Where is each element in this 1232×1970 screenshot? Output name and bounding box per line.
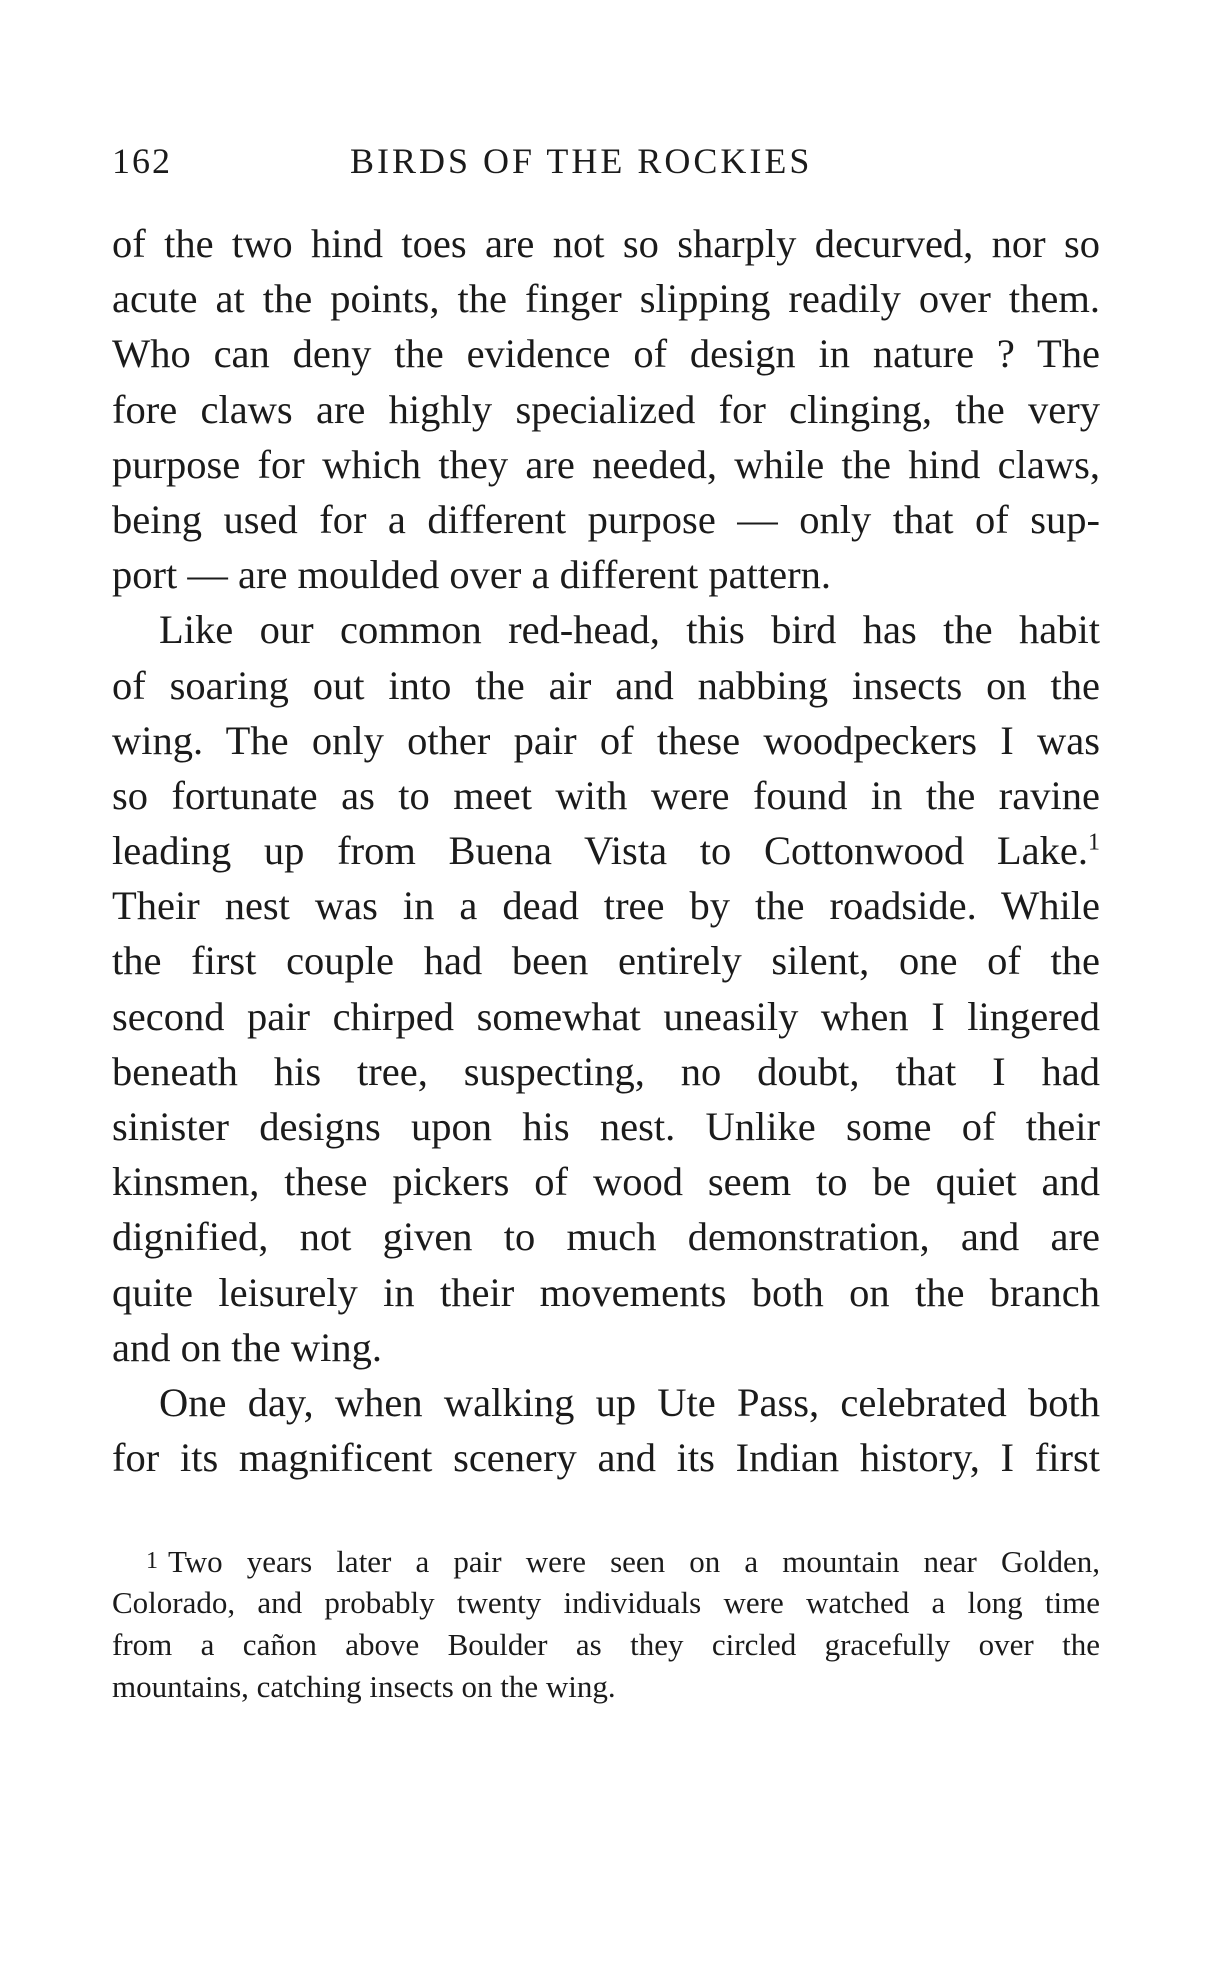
footnote-line-content: Two years later a pair were seen on a mountain near Golden, [168, 1544, 1100, 1579]
page-number: 162 [112, 141, 172, 181]
body-text [112, 216, 1100, 1485]
text-line-content: leading up from Buena Vista to Cottonwood Lake. [112, 828, 1088, 874]
footnote-line: mountains, catching insects on the wing. [112, 1669, 616, 1704]
text-line: dignified, not given to much demonstration, and are [112, 1214, 1100, 1260]
footnote [112, 1540, 1100, 1708]
text-line: purpose for which they are needed, while the hind claws, [112, 441, 1100, 487]
text-line: wing. The only other pair of these woodpeckers I was [112, 717, 1100, 763]
text-line: fore claws are highly specialized for clinging, the very [112, 386, 1100, 432]
footnote-line: Colorado, and probably twenty individuals were watched a long time [112, 1585, 1100, 1620]
text-line: Like our common red-head, this bird has the habit [159, 607, 1100, 653]
text-line: for its magnificent scenery and its Indian history, I first [112, 1435, 1100, 1481]
footnote-line [112, 1540, 1100, 1582]
text-line: acute at the points, the finger slipping readily over them. [112, 276, 1100, 322]
text-line: sinister designs upon his nest. Unlike some of their [112, 1104, 1100, 1149]
text-line: the first couple had been entirely silent, one of the [112, 938, 1100, 984]
text-line: One day, when walking up Ute Pass, celebrated both [159, 1379, 1100, 1425]
text-line: second pair chirped somewhat uneasily when I lingered [112, 993, 1100, 1039]
text-line: beneath his tree, suspecting, no doubt, that I had [112, 1048, 1100, 1094]
text-line: Their nest was in a dead tree by the roadside. While [112, 883, 1100, 929]
text-line: port — are moulded over a different pattern. [112, 552, 831, 598]
footnote-marker: 1 [146, 1548, 158, 1574]
footnote-reference: 1 [1088, 829, 1100, 856]
text-line: Who can deny the evidence of design in nature ? The [112, 331, 1100, 377]
text-line: of the two hind toes are not so sharply decurved, nor so [112, 221, 1100, 266]
text-line: kinsmen, these pickers of wood seem to be quiet and [112, 1159, 1100, 1205]
running-title: BIRDS OF THE ROCKIES [350, 141, 813, 181]
text-line: so fortunate as to meet with were found in the ravine [112, 772, 1100, 818]
text-line: of soaring out into the air and nabbing insects on the [112, 662, 1100, 708]
text-line: and on the wing. [112, 1324, 382, 1370]
text-line-with-footnote [112, 823, 1100, 878]
text-line: being used for a different purpose — only that of sup- [112, 496, 1100, 542]
text-line: quite leisurely in their movements both on the branch [112, 1269, 1100, 1315]
page-header [112, 140, 1104, 188]
footnote-line: from a cañon above Boulder as they circled gracefully over the [112, 1627, 1100, 1662]
